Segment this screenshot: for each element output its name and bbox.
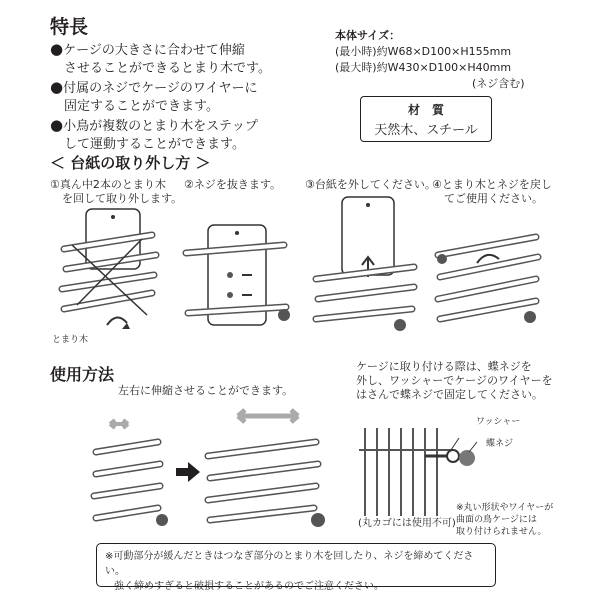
removal-step-3: ③台紙を外してください。	[305, 178, 436, 191]
feature-item-cont: して運動することができます。	[64, 137, 245, 152]
usage-title: 使用方法	[50, 365, 115, 384]
arrow-right-icon	[176, 462, 200, 482]
extended-perch-illustration	[200, 402, 330, 532]
step2-illustration	[180, 205, 300, 335]
material-value: 天然木、スチール	[374, 123, 478, 138]
removal-step-2: ②ネジを抜きます。	[184, 178, 281, 191]
features-title: 特長	[50, 16, 89, 38]
material-box	[360, 96, 492, 142]
notice-line-1: ※可動部分が緩んだときはつなぎ部分のとまり木を回したり、ネジを締めてください。	[105, 551, 474, 577]
compressed-perch-illustration	[88, 412, 178, 532]
notice-line-2: 強く締めすぎると破損することがあるのでご注意ください。	[114, 581, 384, 592]
curve-note: ※丸い形状やワイヤーが 曲面の鳥ケージには 取り付けられません。	[456, 503, 554, 537]
stretch-caption: 左右に伸縮させることができます。	[118, 384, 294, 397]
spec-min: (最小時)約W68×D100×H155mm	[335, 45, 512, 58]
feature-item: ●付属のネジでケージのワイヤーに	[50, 78, 258, 96]
attach-instructions: ケージに取り付ける際は、蝶ネジを 外し、ワッシャーでケージのワイヤーを はさんで蝶ネジで固定してください。	[356, 360, 553, 401]
features-list	[50, 40, 300, 154]
washer-label: ワッシャー	[476, 417, 521, 427]
feature-item-cont: させることができるとまり木です。	[64, 61, 271, 76]
step3-illustration	[310, 195, 430, 335]
step1-illustration	[52, 205, 172, 345]
removal-step-1: ①真ん中2本のとまり木 を回して取り外します。	[50, 178, 183, 205]
material-title: 材 質	[407, 103, 444, 117]
removal-title: ＜ 台紙の取り外し方 ＞	[50, 154, 211, 172]
spec-title: 本体サイズ：	[335, 29, 401, 42]
feature-item: ●ケージの大きさに合わせて伸縮	[50, 40, 245, 58]
notice-box	[96, 543, 496, 592]
perch-label: とまり木	[52, 335, 89, 345]
spec-max: (最大時)約W430×D100×H40mm	[335, 61, 512, 74]
feature-item: ●小鳥が複数のとまり木をステップ	[50, 116, 258, 134]
spec-note: (ネジ含む)	[472, 77, 525, 90]
screw-label: 蝶ネジ	[486, 439, 514, 449]
feature-item-cont: 固定することができます。	[64, 99, 219, 114]
removal-step-4: ④とまり木とネジを戻し てご使用ください。	[432, 178, 552, 205]
step4-illustration	[432, 215, 552, 335]
round-cage-note: (丸カゴには使用不可)	[358, 518, 456, 529]
